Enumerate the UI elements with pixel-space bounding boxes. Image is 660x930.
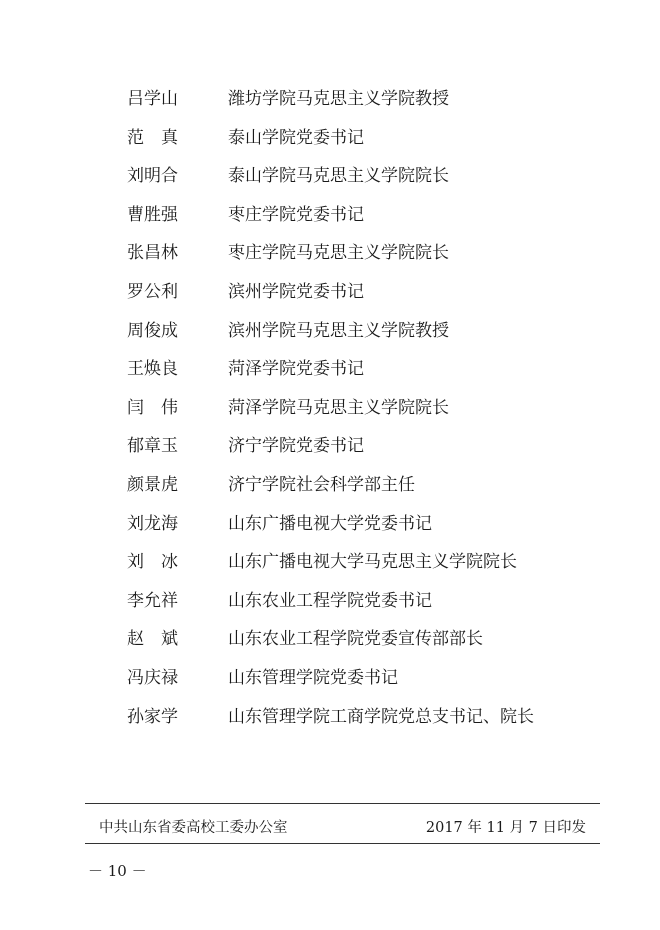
person-name: 范 真 — [127, 127, 178, 148]
list-item — [0, 157, 660, 196]
person-title: 枣庄学院党委书记 — [228, 204, 364, 225]
person-title: 泰山学院马克思主义学院院长 — [228, 166, 449, 187]
page-number: － 10 － — [88, 862, 147, 880]
person-name: 孙家学 — [127, 706, 178, 727]
person-title: 山东管理学院工商学院党总支书记、院长 — [228, 706, 534, 727]
list-item — [0, 582, 660, 621]
person-name: 刘明合 — [127, 166, 178, 187]
list-item — [0, 80, 660, 119]
person-name: 刘龙海 — [127, 513, 178, 534]
person-name: 李允祥 — [127, 590, 178, 611]
list-item — [0, 466, 660, 505]
person-title: 山东农业工程学院党委宣传部部长 — [228, 629, 483, 650]
person-title: 山东广播电视大学马克思主义学院院长 — [228, 552, 517, 573]
person-name: 吕学山 — [127, 89, 178, 109]
list-item — [0, 389, 660, 428]
person-name: 罗公利 — [127, 281, 178, 302]
person-title: 山东农业工程学院党委书记 — [228, 590, 432, 611]
roster-list — [0, 80, 660, 736]
issuer-name: 中共山东省委高校工委办公室 — [99, 820, 288, 836]
person-name: 冯庆禄 — [127, 667, 178, 688]
person-name: 张昌林 — [127, 243, 178, 264]
person-title: 菏泽学院马克思主义学院院长 — [228, 397, 449, 418]
person-title: 滨州学院党委书记 — [228, 281, 364, 302]
person-title: 济宁学院社会科学部主任 — [228, 474, 415, 495]
person-name: 颜景虎 — [127, 474, 178, 495]
list-item — [0, 350, 660, 389]
list-item — [0, 273, 660, 312]
person-name: 郁章玉 — [127, 436, 178, 457]
list-item — [0, 312, 660, 351]
list-item — [0, 234, 660, 273]
list-item — [0, 119, 660, 158]
person-title: 泰山学院党委书记 — [228, 127, 364, 148]
person-title: 枣庄学院马克思主义学院院长 — [228, 243, 449, 264]
footer-top-divider — [85, 803, 600, 804]
list-item — [0, 543, 660, 582]
list-item — [0, 427, 660, 466]
person-title: 滨州学院马克思主义学院教授 — [228, 320, 449, 341]
person-title: 潍坊学院马克思主义学院教授 — [228, 89, 449, 109]
person-title: 山东管理学院党委书记 — [228, 667, 398, 688]
issue-date: 2017 年 11 月 7 日印发 — [425, 820, 586, 836]
list-item — [0, 659, 660, 698]
person-name: 曹胜强 — [127, 204, 178, 225]
person-name: 赵 斌 — [127, 629, 178, 650]
person-title: 济宁学院党委书记 — [228, 436, 364, 457]
list-item — [0, 620, 660, 659]
person-title: 山东广播电视大学党委书记 — [228, 513, 432, 534]
issuance-footer — [85, 816, 600, 840]
person-name: 刘 冰 — [127, 552, 178, 573]
list-item — [0, 505, 660, 544]
person-title: 菏泽学院党委书记 — [228, 359, 364, 380]
person-name: 闫 伟 — [127, 397, 178, 418]
person-name: 王焕良 — [127, 359, 178, 380]
footer-bottom-divider — [85, 843, 600, 844]
person-name: 周俊成 — [127, 320, 178, 341]
list-item — [0, 698, 660, 737]
list-item — [0, 196, 660, 235]
